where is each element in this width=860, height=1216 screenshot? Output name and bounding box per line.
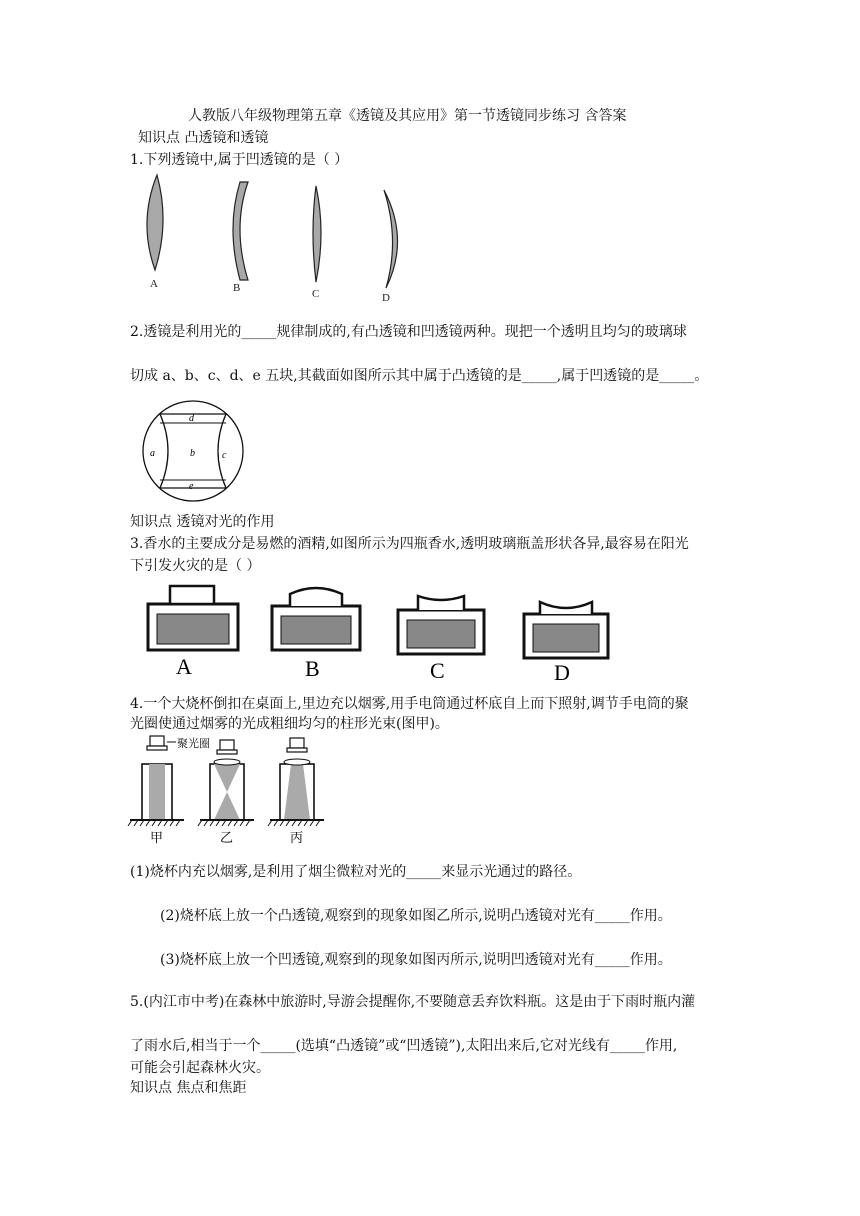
- q3-label-c: C: [430, 658, 445, 683]
- question-2-line-2: 切成 a、b、c、d、e 五块,其截面如图所示其中属于凸透镜的是_____,属于凹透镜的是_____。: [130, 368, 709, 384]
- q1-label-a: A: [150, 278, 158, 290]
- question-5-line-1: 5.(内江市中考)在森林中旅游时,导游会提醒你,不要随意丢弃饮料瓶。这是由于下雨时瓶内灌: [130, 994, 696, 1010]
- q4-label-bing: 丙: [290, 831, 304, 846]
- question-3-line-2: 下引发火灾的是（ ）: [130, 558, 261, 574]
- q4-beaker-figure: [130, 734, 340, 846]
- question-5-line-2: 了雨水后,相当于一个_____(选填“凸透镜”或“凹透镜”),太阳出来后,它对光线有_____作用,: [130, 1038, 678, 1054]
- section-heading-lens-effect: 知识点 透镜对光的作用: [130, 514, 275, 530]
- q1-lens-figure: [130, 170, 420, 305]
- q3-perfume-bottles-figure: [140, 584, 610, 685]
- page-title: 人教版八年级物理第五章《透镜及其应用》第一节透镜同步练习 含答案: [188, 108, 627, 124]
- question-5-line-3: 可能会引起森林火灾。: [130, 1060, 270, 1076]
- question-4-sub-1: (1)烧杯内充以烟雾,是利用了烟尘微粒对光的_____来显示光通过的路径。: [130, 864, 582, 880]
- question-4-sub-3: (3)烧杯底上放一个凹透镜,观察到的现象如图丙所示,说明凹透镜对光有_____作用。: [160, 952, 672, 968]
- q1-label-c: C: [312, 288, 320, 300]
- q4-label-jia: 甲: [150, 831, 164, 846]
- q1-label-d: D: [382, 292, 390, 304]
- q2-label-c: c: [222, 450, 227, 461]
- question-3-line-1: 3.香水的主要成分是易燃的酒精,如图所示为四瓶香水,透明玻璃瓶盖形状各异,最容易在阳光: [130, 536, 689, 552]
- q4-fig-note: 聚光圈: [177, 737, 210, 750]
- q2-label-b: b: [190, 448, 195, 459]
- q4-label-yi: 乙: [220, 831, 234, 846]
- question-4-line-2: 光圈使通过烟雾的光成粗细均匀的柱形光束(图甲)。: [130, 716, 449, 732]
- q3-label-a: A: [176, 654, 192, 679]
- q3-label-b: B: [305, 656, 320, 681]
- question-4-line-1: 4.一个大烧杯倒扣在桌面上,里边充以烟雾,用手电筒通过杯底自上而下照射,调节手电筒的聚: [130, 696, 689, 712]
- q2-label-a: a: [150, 448, 155, 459]
- q3-label-d: D: [554, 660, 570, 685]
- q2-label-e: e: [189, 481, 194, 492]
- q1-label-b: B: [233, 282, 241, 294]
- question-2-line-1: 2.透镜是利用光的_____规律制成的,有凸透镜和凹透镜两种。现把一个透明且均匀的玻璃球: [130, 324, 687, 340]
- question-1: 1.下列透镜中,属于凹透镜的是（ ）: [130, 152, 349, 168]
- section-heading-convex-concave: 知识点 凸透镜和透镜: [138, 130, 269, 146]
- section-heading-focus: 知识点 焦点和焦距: [130, 1080, 247, 1096]
- q2-glass-sphere-figure: [140, 400, 250, 504]
- question-4-sub-2: (2)烧杯底上放一个凸透镜,观察到的现象如图乙所示,说明凸透镜对光有_____作用。: [160, 908, 672, 924]
- q2-label-d: d: [189, 413, 194, 424]
